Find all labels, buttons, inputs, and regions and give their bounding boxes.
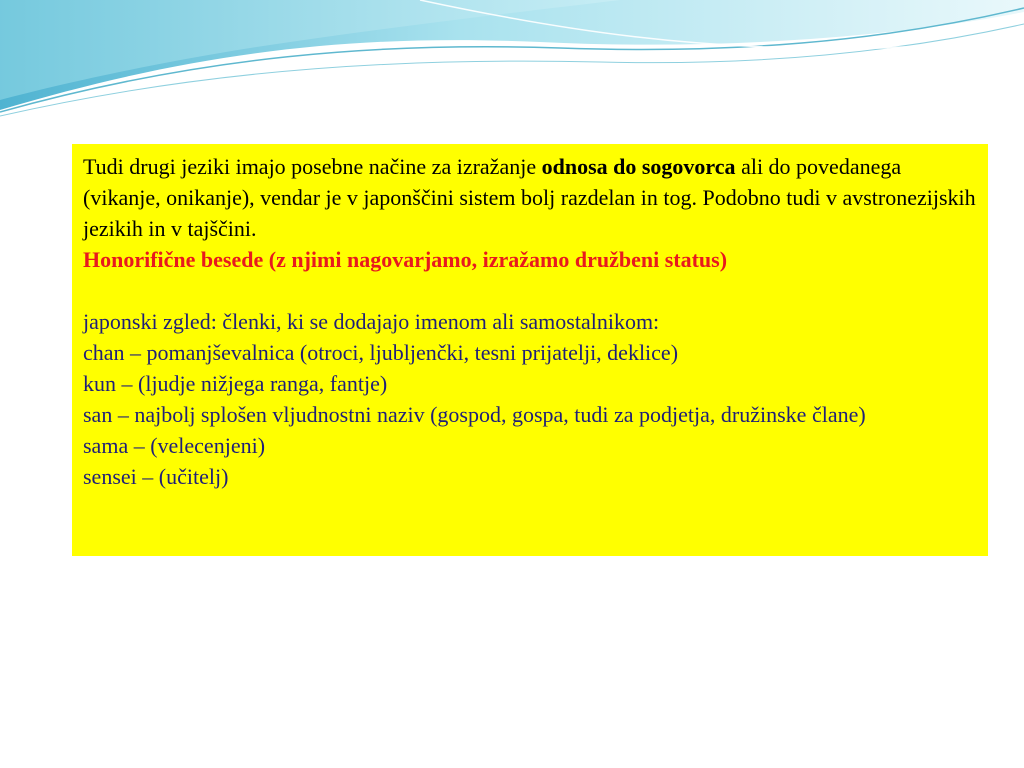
- example-item-san: san – najbolj splošen vljudnostni naziv (gospod, gospa, tudi za podjetja, družinske člane): [83, 402, 866, 427]
- intro-text-end: ali do povedanega (vikanje, onikanje), vendar je v japonščini sistem bolj razdelan in tog. Podobno tudi v avstronezijskih jezikih in v tajščini.: [83, 154, 976, 241]
- decorative-wave-header: [0, 0, 1024, 120]
- intro-bold-phrase: odnosa do sogovorca: [541, 154, 736, 179]
- example-item-kun: kun – (ljudje nižjega ranga, fantje): [83, 371, 388, 396]
- example-item-sensei: sensei – (učitelj): [83, 464, 229, 489]
- paragraph-spacer: [83, 275, 978, 306]
- intro-paragraph: [83, 151, 978, 244]
- example-intro: japonski zgled: členki, ki se dodajajo imenom ali samostalnikom:: [83, 309, 660, 334]
- intro-text-start: Tudi drugi jeziki imajo posebne načine za izražanje: [83, 154, 542, 179]
- content-text-box: [72, 144, 988, 556]
- honorific-definition: (z njimi nagovarjamo, izražamo družbeni status): [263, 247, 728, 272]
- example-item-sama: sama – (velecenjeni): [83, 433, 266, 458]
- example-item-chan: chan – pomanjševalnica (otroci, ljubljenčki, tesni prijatelji, deklice): [83, 340, 679, 365]
- honorific-heading: [83, 244, 978, 275]
- honorific-title: Honorifične besede: [83, 247, 264, 272]
